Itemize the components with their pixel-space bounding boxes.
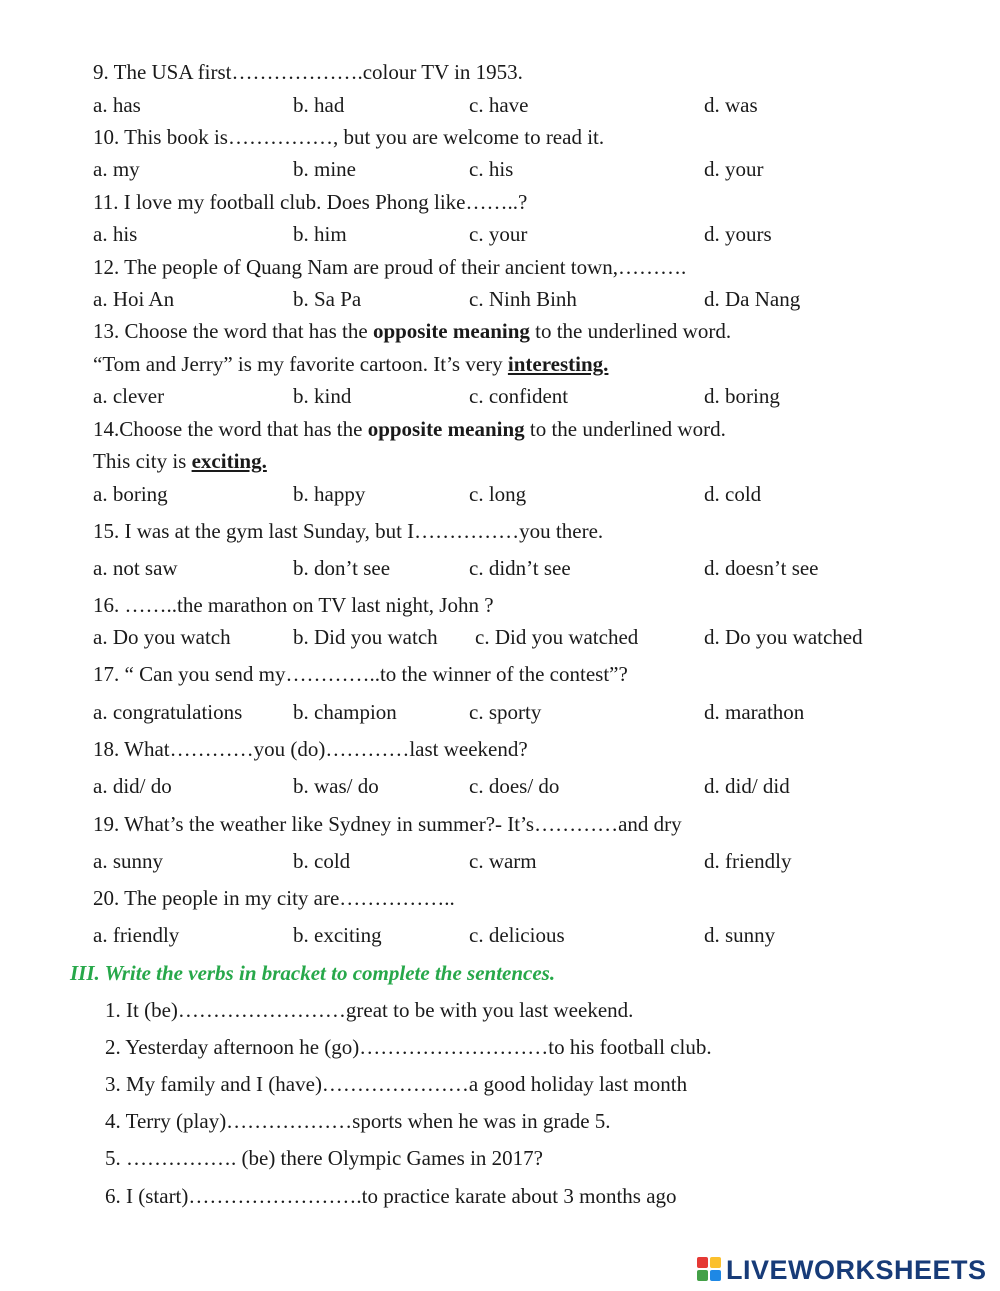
q10-option-d[interactable]: d. your xyxy=(704,157,764,181)
q13-option-d[interactable]: d. boring xyxy=(704,384,780,408)
q13-stem-post: to the underlined word. xyxy=(529,319,732,343)
q14-sentence-pre: This city is xyxy=(93,449,192,473)
q17-option-b[interactable]: b. champion xyxy=(293,700,397,724)
q19-option-d[interactable]: d. friendly xyxy=(704,849,792,873)
q17-option-d[interactable]: d. marathon xyxy=(704,700,805,724)
logo-square-blue xyxy=(710,1270,721,1281)
section-3-item-6[interactable]: 6. I (start)…………………….to practice karate about 3 months ago xyxy=(105,1184,677,1208)
q12-option-a[interactable]: a. Hoi An xyxy=(93,287,175,311)
q13-stem-bold: opposite meaning xyxy=(372,319,530,343)
q13-option-a[interactable]: a. clever xyxy=(93,384,165,408)
q18-option-a[interactable]: a. did/ do xyxy=(93,774,172,798)
q14-underlined-word: exciting. xyxy=(191,449,267,473)
q10-option-c[interactable]: c. his xyxy=(469,157,514,181)
q12-option-b[interactable]: b. Sa Pa xyxy=(293,287,362,311)
question-11-stem: 11. I love my football club. Does Phong like……..? xyxy=(93,190,528,214)
q14-option-b[interactable]: b. happy xyxy=(293,482,366,506)
question-14-sentence xyxy=(93,449,267,473)
q16-option-a[interactable]: a. Do you watch xyxy=(93,625,231,649)
section-3-item-4[interactable]: 4. Terry (play)………………sports when he was in grade 5. xyxy=(105,1109,611,1133)
section-3-item-2[interactable]: 2. Yesterday afternoon he (go)………………………to his football club. xyxy=(105,1035,712,1059)
q13-stem-pre: 13. Choose the word that has the xyxy=(93,319,373,343)
question-13-stem xyxy=(93,319,731,343)
q10-option-a[interactable]: a. my xyxy=(93,157,140,181)
q13-sentence-pre: “Tom and Jerry” is my favorite cartoon. It’s very xyxy=(93,352,508,376)
logo-square-red xyxy=(697,1257,708,1268)
q9-option-d[interactable]: d. was xyxy=(704,93,758,117)
question-10-stem: 10. This book is……………, but you are welcome to read it. xyxy=(93,125,605,149)
q20-option-b[interactable]: b. exciting xyxy=(293,923,382,947)
q18-option-c[interactable]: c. does/ do xyxy=(469,774,560,798)
q18-option-d[interactable]: d. did/ did xyxy=(704,774,790,798)
q20-option-c[interactable]: c. delicious xyxy=(469,923,565,947)
q15-option-d[interactable]: d. doesn’t see xyxy=(704,556,819,580)
q17-option-c[interactable]: c. sporty xyxy=(469,700,542,724)
q20-option-a[interactable]: a. friendly xyxy=(93,923,180,947)
question-9-stem: 9. The USA first……………….colour TV in 1953. xyxy=(93,60,523,84)
q14-option-d[interactable]: d. cold xyxy=(704,482,762,506)
q15-option-c[interactable]: c. didn’t see xyxy=(469,556,571,580)
q11-option-c[interactable]: c. your xyxy=(469,222,528,246)
q20-option-d[interactable]: d. sunny xyxy=(704,923,776,947)
q19-option-a[interactable]: a. sunny xyxy=(93,849,163,873)
liveworksheets-logo xyxy=(697,1255,987,1285)
q16-option-d[interactable]: d. Do you watched xyxy=(704,625,863,649)
section-3-item-5[interactable]: 5. ……………. (be) there Olympic Games in 2017? xyxy=(105,1146,543,1170)
q12-option-d[interactable]: d. Da Nang xyxy=(704,287,801,311)
question-12-stem: 12. The people of Quang Nam are proud of their ancient town,………. xyxy=(93,255,687,279)
q17-option-a[interactable]: a. congratulations xyxy=(93,700,243,724)
q9-option-b[interactable]: b. had xyxy=(293,93,345,117)
q14-stem-post: to the underlined word. xyxy=(524,417,726,441)
q15-option-b[interactable]: b. don’t see xyxy=(293,556,391,580)
question-20-stem: 20. The people in my city are…………….. xyxy=(93,886,455,910)
q14-option-c[interactable]: c. long xyxy=(469,482,527,506)
section-3-heading: III. Write the verbs in bracket to complete the sentences. xyxy=(70,961,556,985)
section-3-item-3[interactable]: 3. My family and I (have)…………………a good holiday last month xyxy=(105,1072,688,1096)
question-13-sentence xyxy=(93,352,608,376)
q10-option-b[interactable]: b. mine xyxy=(293,157,356,181)
q14-stem-pre: 14.Choose the word that has the xyxy=(93,417,368,441)
q9-option-a[interactable]: a. has xyxy=(93,93,141,117)
liveworksheets-logo-text: LIVEWORKSHEETS xyxy=(726,1254,987,1285)
q13-option-b[interactable]: b. kind xyxy=(293,384,352,408)
q12-option-c[interactable]: c. Ninh Binh xyxy=(469,287,577,311)
q14-stem-bold: opposite meaning xyxy=(367,417,525,441)
q16-option-b[interactable]: b. Did you watch xyxy=(293,625,438,649)
question-17-stem: 17. “ Can you send my…………..to the winner of the contest”? xyxy=(93,662,628,686)
question-18-stem: 18. What…………you (do)…………last weekend? xyxy=(93,737,528,761)
q13-option-c[interactable]: c. confident xyxy=(469,384,569,408)
q16-option-c[interactable]: c. Did you watched xyxy=(475,625,639,649)
q11-option-a[interactable]: a. his xyxy=(93,222,138,246)
q19-option-b[interactable]: b. cold xyxy=(293,849,351,873)
liveworksheets-logo-icon xyxy=(697,1257,723,1283)
q11-option-b[interactable]: b. him xyxy=(293,222,347,246)
question-16-stem: 16. ……..the marathon on TV last night, John ? xyxy=(93,593,494,617)
q11-option-d[interactable]: d. yours xyxy=(704,222,772,246)
q19-option-c[interactable]: c. warm xyxy=(469,849,537,873)
section-3-item-1[interactable]: 1. It (be)……………………great to be with you last weekend. xyxy=(105,998,634,1022)
question-19-stem: 19. What’s the weather like Sydney in summer?- It’s…………and dry xyxy=(93,812,682,836)
logo-square-green xyxy=(697,1270,708,1281)
logo-square-yellow xyxy=(710,1257,721,1268)
question-15-stem: 15. I was at the gym last Sunday, but I……………you there. xyxy=(93,519,604,543)
q9-option-c[interactable]: c. have xyxy=(469,93,529,117)
q14-option-a[interactable]: a. boring xyxy=(93,482,168,506)
q18-option-b[interactable]: b. was/ do xyxy=(293,774,379,798)
question-14-stem xyxy=(93,417,726,441)
q15-option-a[interactable]: a. not saw xyxy=(93,556,178,580)
q13-underlined-word: interesting. xyxy=(507,352,609,376)
